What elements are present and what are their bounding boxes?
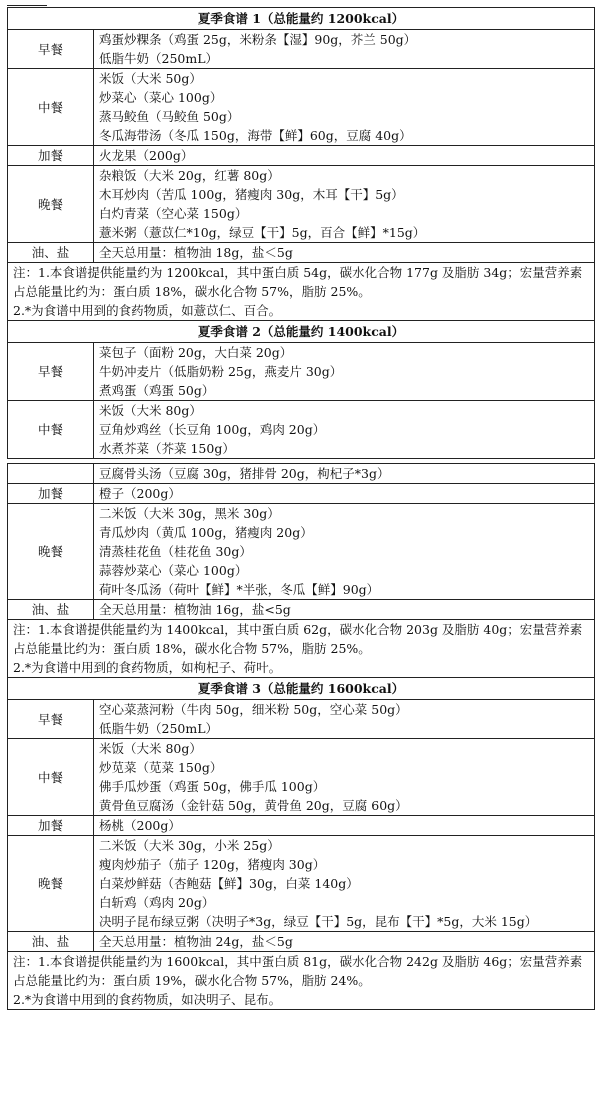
recipe-title: 夏季食谱 2（总能量约 1400kcal） bbox=[8, 321, 595, 343]
food-item: 蒜蓉炒菜心（菜心 100g） bbox=[99, 563, 248, 578]
food-item: 决明子昆布绿豆粥（决明子*3g，绿豆【干】5g，昆布【干】*5g，大米 15g） bbox=[99, 914, 538, 929]
meal-row bbox=[8, 146, 595, 166]
meal-items bbox=[94, 30, 595, 69]
meal-row bbox=[8, 464, 595, 484]
food-item: 豆腐骨头汤（豆腐 30g，猪排骨 20g，枸杞子*3g） bbox=[99, 466, 390, 481]
food-item: 橙子（200g） bbox=[99, 486, 181, 501]
food-item: 炒苋菜（苋菜 150g） bbox=[99, 760, 223, 775]
food-item: 白斩鸡（鸡肉 20g） bbox=[99, 895, 215, 910]
meal-row bbox=[8, 739, 595, 816]
meal-row bbox=[8, 932, 595, 952]
meal-row bbox=[8, 343, 595, 401]
food-item: 水煮芥菜（芥菜 150g） bbox=[99, 441, 235, 456]
meal-items bbox=[94, 504, 595, 600]
meal-row bbox=[8, 69, 595, 146]
food-item: 米饭（大米 50g） bbox=[99, 71, 202, 86]
meal-name: 中餐 bbox=[8, 739, 94, 816]
food-item: 牛奶冲麦片（低脂奶粉 25g，燕麦片 30g） bbox=[99, 364, 343, 379]
meal-name: 中餐 bbox=[8, 401, 94, 459]
food-item: 杂粮饭（大米 20g，红薯 80g） bbox=[99, 168, 280, 183]
top-rule bbox=[7, 5, 47, 6]
meal-name: 早餐 bbox=[8, 700, 94, 739]
food-item: 黄骨鱼豆腐汤（金针菇 50g，黄骨鱼 20g，豆腐 60g） bbox=[99, 798, 408, 813]
meal-items bbox=[94, 146, 595, 166]
meal-name: 加餐 bbox=[8, 816, 94, 836]
note-line: 注：1.本食谱提供能量约为 1400kcal，其中蛋白质 62g，碳水化合物 203g 及脂肪 40g；宏量营养素占总能量比约为：蛋白质 18%，碳水化合物 57%，脂肪 25%。 bbox=[13, 622, 583, 656]
note-line: 注：1.本食谱提供能量约为 1200kcal，其中蛋白质 54g，碳水化合物 177g 及脂肪 34g；宏量营养素占总能量比约为：蛋白质 18%，碳水化合物 57%，脂肪 25%。 bbox=[13, 265, 583, 299]
note-line: 2.*为食谱中用到的食药物质，如决明子、昆布。 bbox=[13, 992, 282, 1007]
summer-menu-table bbox=[7, 7, 595, 1010]
food-item: 米饭（大米 80g） bbox=[99, 403, 202, 418]
meal-name: 晚餐 bbox=[8, 166, 94, 243]
food-item: 薏米粥（薏苡仁*10g，绿豆【干】5g，百合【鲜】*15g） bbox=[99, 225, 426, 240]
meal-row bbox=[8, 816, 595, 836]
food-item: 低脂牛奶（250mL） bbox=[99, 51, 219, 66]
meal-row bbox=[8, 166, 595, 243]
meal-items bbox=[94, 243, 595, 263]
recipe-note bbox=[8, 620, 595, 678]
note-line: 2.*为食谱中用到的食药物质，如薏苡仁、百合。 bbox=[13, 303, 282, 318]
food-item: 鸡蛋炒粿条（鸡蛋 25g，米粉条【湿】90g，芥兰 50g） bbox=[99, 32, 417, 47]
food-item: 全天总用量：植物油 18g，盐＜5g bbox=[99, 245, 293, 260]
food-item: 火龙果（200g） bbox=[99, 148, 194, 163]
meal-row bbox=[8, 600, 595, 620]
food-item: 全天总用量：植物油 24g，盐＜5g bbox=[99, 934, 293, 949]
food-item: 豆角炒鸡丝（长豆角 100g，鸡肉 20g） bbox=[99, 422, 326, 437]
meal-name bbox=[8, 464, 94, 484]
meal-name: 加餐 bbox=[8, 484, 94, 504]
menu-document bbox=[7, 7, 595, 1010]
meal-row bbox=[8, 401, 595, 459]
food-item: 低脂牛奶（250mL） bbox=[99, 721, 219, 736]
meal-row bbox=[8, 504, 595, 600]
recipe-title: 夏季食谱 1（总能量约 1200kcal） bbox=[8, 8, 595, 30]
meal-items bbox=[94, 484, 595, 504]
food-item: 菜包子（面粉 20g，大白菜 20g） bbox=[99, 345, 293, 360]
meal-row bbox=[8, 484, 595, 504]
meal-items bbox=[94, 401, 595, 459]
meal-row bbox=[8, 700, 595, 739]
food-item: 米饭（大米 80g） bbox=[99, 741, 202, 756]
recipe-note-row bbox=[8, 952, 595, 1010]
meal-items bbox=[94, 343, 595, 401]
food-item: 冬瓜海带汤（冬瓜 150g，海带【鲜】60g，豆腐 40g） bbox=[99, 128, 412, 143]
food-item: 佛手瓜炒蛋（鸡蛋 50g，佛手瓜 100g） bbox=[99, 779, 326, 794]
food-item: 全天总用量：植物油 16g，盐<5g bbox=[99, 602, 291, 617]
food-item: 煮鸡蛋（鸡蛋 50g） bbox=[99, 383, 215, 398]
food-item: 空心菜蒸河粉（牛肉 50g，细米粉 50g，空心菜 50g） bbox=[99, 702, 408, 717]
recipe-note-row bbox=[8, 620, 595, 678]
meal-name: 油、盐 bbox=[8, 243, 94, 263]
food-item: 青瓜炒肉（黄瓜 100g，猪瘦肉 20g） bbox=[99, 525, 313, 540]
meal-row bbox=[8, 243, 595, 263]
food-item: 二米饭（大米 30g，黑米 30g） bbox=[99, 506, 280, 521]
recipe-3-title-row bbox=[8, 678, 595, 700]
recipe-note bbox=[8, 952, 595, 1010]
meal-row bbox=[8, 836, 595, 932]
note-line: 注：1.本食谱提供能量约为 1600kcal，其中蛋白质 81g，碳水化合物 242g 及脂肪 46g；宏量营养素占总能量比约为：蛋白质 19%，碳水化合物 57%，脂肪 24%。 bbox=[13, 954, 583, 988]
food-item: 瘦肉炒茄子（茄子 120g，猪瘦肉 30g） bbox=[99, 857, 326, 872]
meal-row bbox=[8, 30, 595, 69]
food-item: 木耳炒肉（苦瓜 100g，猪瘦肉 30g，木耳【干】5g） bbox=[99, 187, 404, 202]
meal-name: 中餐 bbox=[8, 69, 94, 146]
food-item: 二米饭（大米 30g，小米 25g） bbox=[99, 838, 280, 853]
meal-name: 加餐 bbox=[8, 146, 94, 166]
food-item: 蒸马鲛鱼（马鲛鱼 50g） bbox=[99, 109, 240, 124]
food-item: 清蒸桂花鱼（桂花鱼 30g） bbox=[99, 544, 252, 559]
meal-items bbox=[94, 739, 595, 816]
food-item: 白灼青菜（空心菜 150g） bbox=[99, 206, 248, 221]
meal-name: 早餐 bbox=[8, 30, 94, 69]
meal-name: 油、盐 bbox=[8, 932, 94, 952]
meal-name: 油、盐 bbox=[8, 600, 94, 620]
recipe-1-title-row bbox=[8, 8, 595, 30]
note-line: 2.*为食谱中用到的食药物质，如枸杞子、荷叶。 bbox=[13, 660, 282, 675]
recipe-note-row bbox=[8, 263, 595, 321]
meal-items bbox=[94, 166, 595, 243]
meal-name: 晚餐 bbox=[8, 504, 94, 600]
recipe-title: 夏季食谱 3（总能量约 1600kcal） bbox=[8, 678, 595, 700]
food-item: 杨桃（200g） bbox=[99, 818, 181, 833]
meal-name: 早餐 bbox=[8, 343, 94, 401]
food-item: 炒菜心（菜心 100g） bbox=[99, 90, 223, 105]
meal-items bbox=[94, 816, 595, 836]
meal-name: 晚餐 bbox=[8, 836, 94, 932]
meal-items bbox=[94, 69, 595, 146]
meal-items bbox=[94, 600, 595, 620]
meal-items bbox=[94, 464, 595, 484]
meal-items bbox=[94, 700, 595, 739]
recipe-2-title-row bbox=[8, 321, 595, 343]
food-item: 荷叶冬瓜汤（荷叶【鲜】*半张，冬瓜【鲜】90g） bbox=[99, 582, 380, 597]
food-item: 白菜炒鲜菇（杏鲍菇【鲜】30g，白菜 140g） bbox=[99, 876, 359, 891]
meal-items bbox=[94, 932, 595, 952]
meal-items bbox=[94, 836, 595, 932]
recipe-note bbox=[8, 263, 595, 321]
